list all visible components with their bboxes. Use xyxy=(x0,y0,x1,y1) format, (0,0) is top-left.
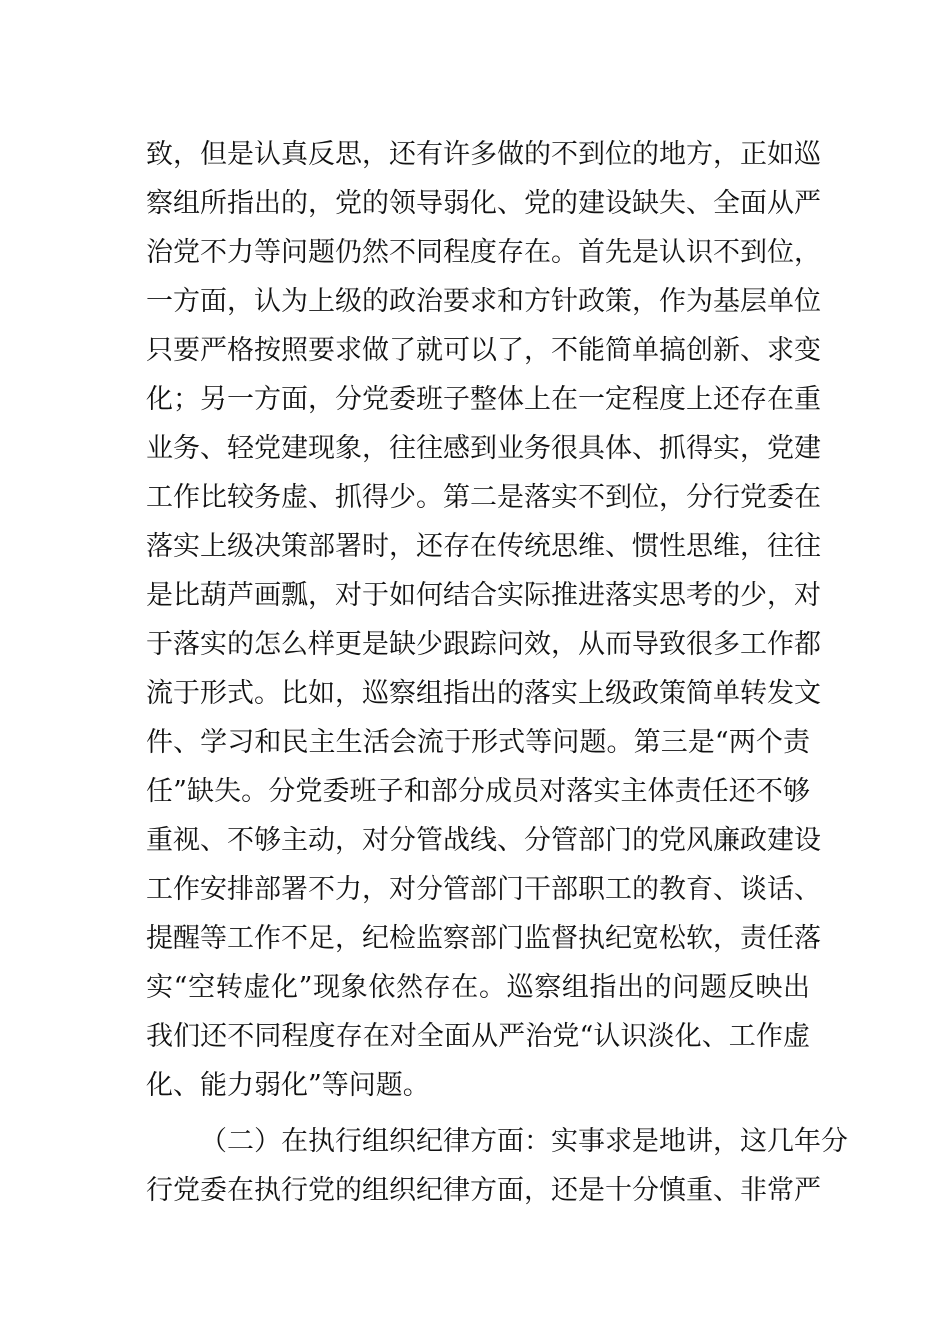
text-line: 于落实的怎么样更是缺少跟踪问效，从而导致很多工作都 xyxy=(146,629,821,660)
text-line: 件、学习和民主生活会流于形式等问题。第三是“两个责 xyxy=(146,727,810,758)
text-line: 实“空转虚化”现象依然存在。巡察组指出的问题反映出 xyxy=(146,972,810,1003)
text-line: 流于形式。比如，巡察组指出的落实上级政策简单转发文 xyxy=(146,678,821,709)
text-line: 化；另一方面，分党委班子整体上在一定程度上还存在重 xyxy=(146,384,821,415)
text-line: 是比葫芦画瓢，对于如何结合实际推进落实思考的少，对 xyxy=(146,580,821,611)
text-line: 任”缺失。分党委班子和部分成员对落实主体责任还不够 xyxy=(146,776,810,807)
text-line: 落实上级决策部署时，还存在传统思维、惯性思维，往往 xyxy=(146,531,821,562)
text-line: 只要严格按照要求做了就可以了，不能简单搞创新、求变 xyxy=(146,335,821,366)
text-line: 业务、轻党建现象，往往感到业务很具体、抓得实，党建 xyxy=(146,433,821,464)
text-line: 提醒等工作不足，纪检监察部门监督执纪宽松软，责任落 xyxy=(146,923,821,954)
paragraph-gap xyxy=(146,1110,810,1117)
text-line: 一方面，认为上级的政治要求和方针政策，作为基层单位 xyxy=(146,286,821,317)
text-line: （二）在执行组织纪律方面：实事求是地讲，这几年分 xyxy=(200,1126,848,1157)
paragraph-2 xyxy=(146,1117,848,1215)
document-body xyxy=(146,130,848,1215)
text-line: 工作比较务虚、抓得少。第二是落实不到位，分行党委在 xyxy=(146,482,821,513)
text-line: 我们还不同程度存在对全面从严治党“认识淡化、工作虚 xyxy=(146,1021,810,1052)
paragraph-1 xyxy=(146,130,821,1110)
text-line: 察组所指出的，党的领导弱化、党的建设缺失、全面从严 xyxy=(146,188,821,219)
text-line: 治党不力等问题仍然不同程度存在。首先是认识不到位， xyxy=(146,237,821,268)
text-line: 致，但是认真反思，还有许多做的不到位的地方，正如巡 xyxy=(146,139,821,170)
text-line: 化、能力弱化”等问题。 xyxy=(146,1070,430,1101)
text-line: 重视、不够主动，对分管战线、分管部门的党风廉政建设 xyxy=(146,825,821,856)
text-line: 工作安排部署不力，对分管部门干部职工的教育、谈话、 xyxy=(146,874,821,905)
text-line: 行党委在执行党的组织纪律方面，还是十分慎重、非常严 xyxy=(146,1175,821,1206)
